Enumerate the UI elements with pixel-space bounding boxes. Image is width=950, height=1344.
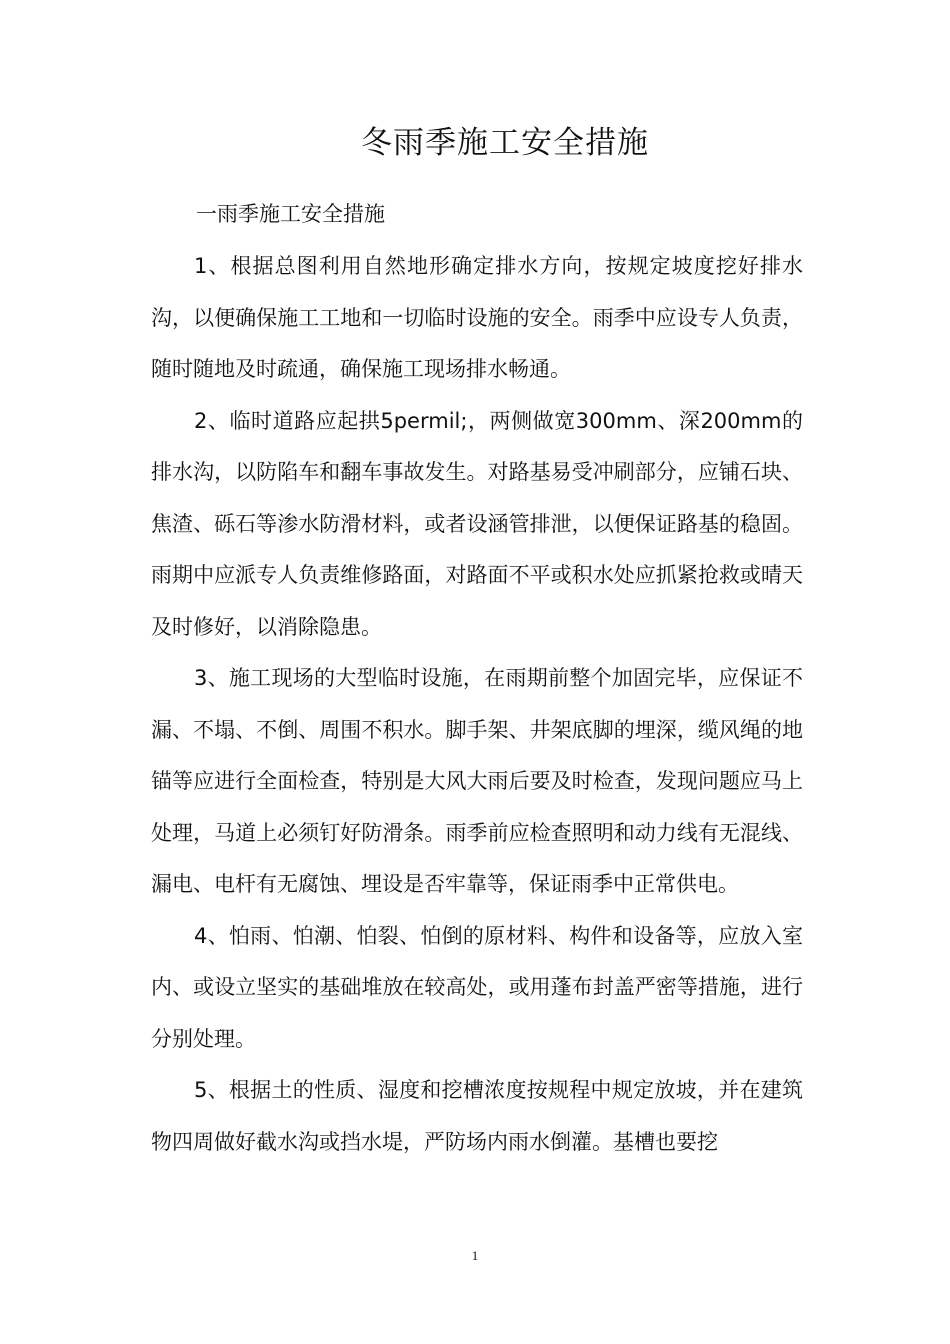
page-number: 1 bbox=[471, 1248, 479, 1263]
document-title: 冬雨季施工安全措施 bbox=[361, 125, 649, 161]
section-heading: 一雨季施工安全措施 bbox=[196, 202, 385, 226]
document-body bbox=[151, 241, 803, 1168]
paragraph-2: 2、临时道路应起拱5permil;，两侧做宽300mm、深200mm的排水沟，以防陷车和翻车事故发生。对路基易受冲刷部分，应铺石块、焦渣、砾石等渗水防滑材料，或者设涵管排泄，以便保证路基的稳固。雨期中应派专人负责维修路面，对路面不平或积水处应抓紧抢救或晴天及时修好，以消除隐患。 bbox=[151, 408, 803, 639]
paragraph-4: 4、怕雨、怕潮、怕裂、怕倒的原材料、构件和设备等，应放入室内、或设立坚实的基础堆放在较高处，或用蓬布封盖严密等措施，进行分别处理。 bbox=[151, 923, 803, 1051]
paragraph-5: 5、根据土的性质、湿度和挖槽浓度按规程中规定放坡，并在建筑物四周做好截水沟或挡水堤，严防场内雨水倒灌。基槽也要挖 bbox=[151, 1078, 803, 1154]
paragraph-3: 3、施工现场的大型临时设施，在雨期前整个加固完毕，应保证不漏、不塌、不倒、周围不积水。脚手架、井架底脚的埋深，缆风绳的地锚等应进行全面检查，特别是大风大雨后要及时检查，发现问题应马上处理，马道上必须钉好防滑条。雨季前应检查照明和动力线有无混线、漏电、电杆有无腐蚀、埋设是否牢靠等，保证雨季中正常供电。 bbox=[151, 666, 803, 896]
paragraph-1: 1、根据总图利用自然地形确定排水方向，按规定坡度挖好排水沟，以便确保施工工地和一切临时设施的安全。雨季中应设专人负责，随时随地及时疏通，确保施工现场排水畅通。 bbox=[151, 254, 803, 381]
